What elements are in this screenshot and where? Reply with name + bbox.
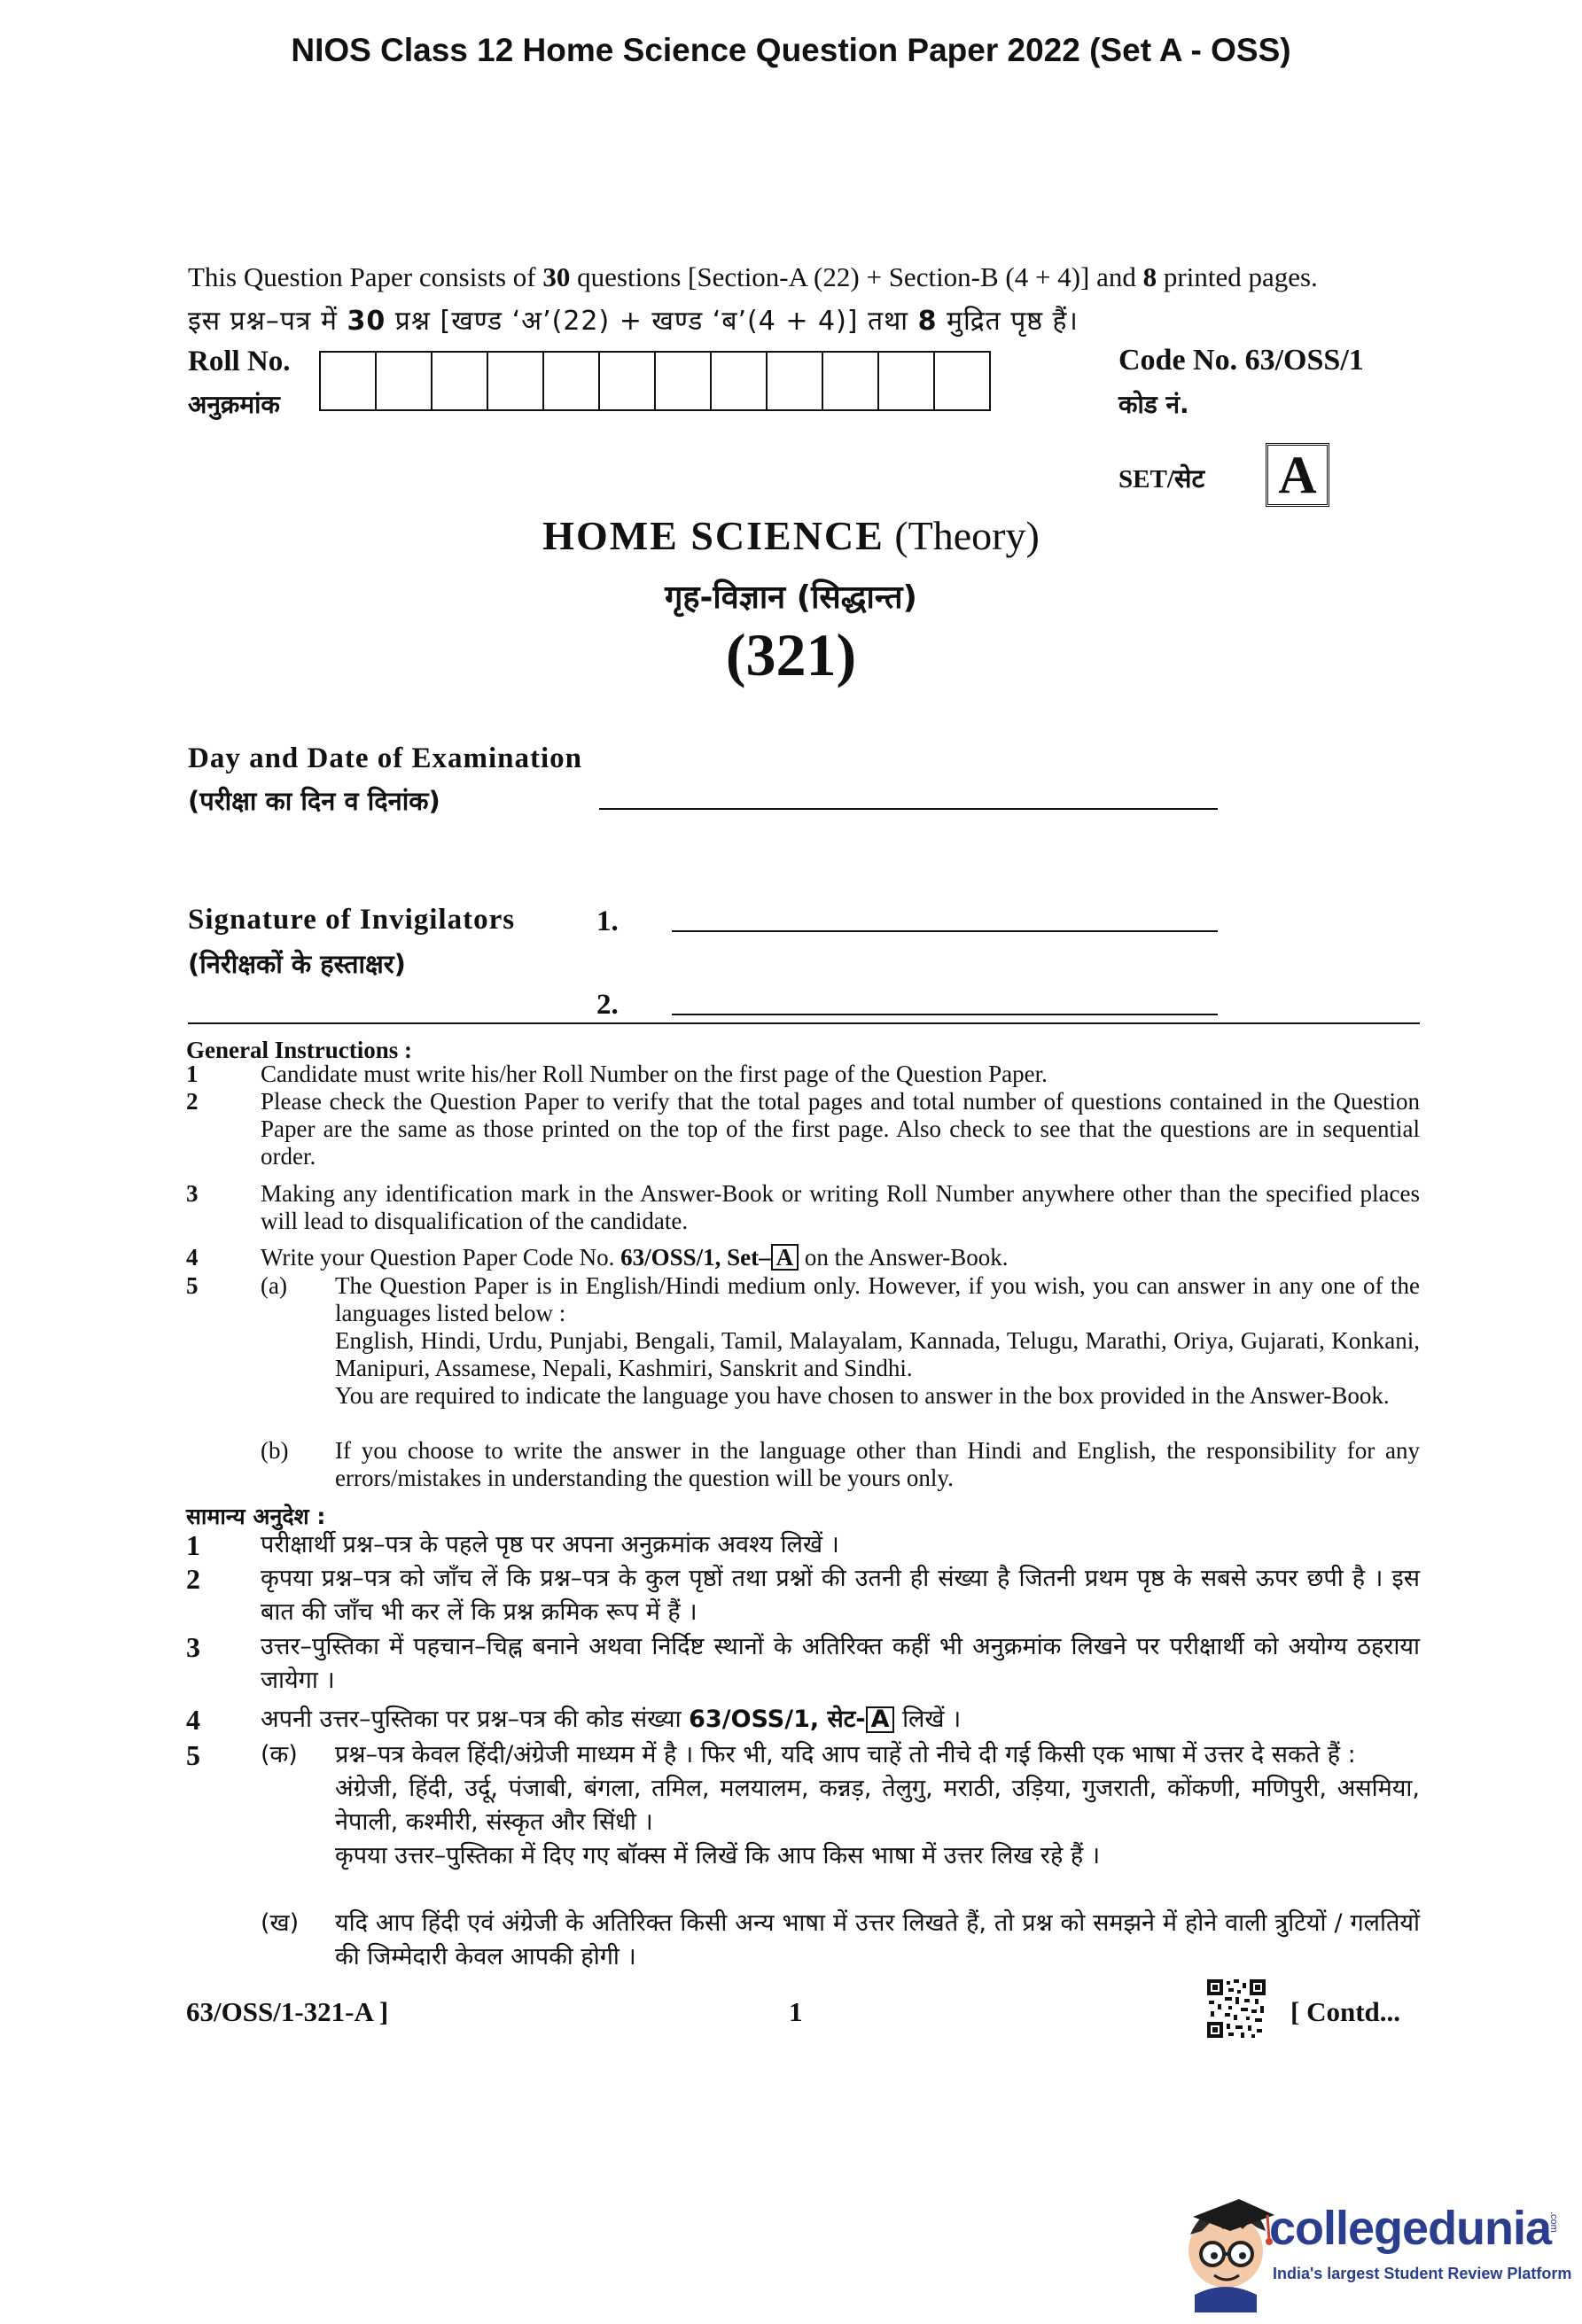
instruction-text: यदि आप हिंदी एवं अंग्रेजी के अतिरिक्त किसी अन्य भाषा में उत्तर लिखते हैं, तो प्रश्न को समझने में होने वाली त्रुटियों / गलतियों की जिम्मेदारी केवल आपकी होगी । — [335, 1909, 1420, 1970]
collegedunia-tagline: India's largest Student Review Platform — [1273, 2265, 1572, 2282]
roll-digit-box[interactable] — [656, 351, 712, 411]
instruction-text: परीक्षार्थी प्रश्न–पत्र के पहले पृष्ठ पर अपना अनुक्रमांक अवश्य लिखें । — [261, 1531, 839, 1558]
instruction-hi-5a — [186, 1738, 1420, 1873]
instruction-hi-4-post: लिखें । — [894, 1706, 962, 1733]
consists-en-pre: This Question Paper consists of — [188, 261, 543, 292]
instruction-text: उत्तर–पुस्तिका में पहचान–चिह्न बनाने अथवा निर्दिष्ट स्थानों के अतिरिक्त कहीं भी अनुक्रमांक लिखने पर परीक्षार्थी को अयोग्य ठहराया जायेगा । — [261, 1633, 1420, 1694]
instruction-number: 4 — [186, 1244, 199, 1271]
instruction-4-code: 63/OSS/1, Set– — [620, 1244, 771, 1271]
instruction-number: 1 — [186, 1061, 199, 1087]
instruction-en-5b — [186, 1437, 1420, 1492]
instruction-hi-3 — [186, 1630, 1420, 1698]
instruction-text: Making any identification mark in the Answer-Book or writing Roll Number anywhere other than the specified places will lead to disqualification of the candidate. — [261, 1180, 1420, 1234]
instruction-languages: अंग्रेजी, हिंदी, उर्दू, पंजाबी, बंगला, तमिल, मलयालम, कन्नड़, तेलुगु, मराठी, उड़िया, गुजराती, कोंकणी, मणिपुरी, असमिया, नेपाली, कश्मीरी, संस्कृत और सिंधी । — [335, 1775, 1420, 1836]
roll-digit-box[interactable] — [488, 351, 544, 411]
instruction-sub-label: (b) — [261, 1437, 289, 1464]
instruction-number: 4 — [186, 1704, 200, 1736]
instruction-sub-label: (ख) — [261, 1909, 300, 1937]
instruction-hi-4-code: 63/OSS/1, सेट- — [689, 1706, 866, 1733]
instruction-number: 2 — [186, 1563, 200, 1595]
instruction-text: कृपया प्रश्न–पत्र को जाँच लें कि प्रश्न–पत्र के कुल पृष्ठों तथा प्रश्नों की उतनी ही संख्या है जितनी प्रथम पृष्ठ के सबसे ऊपर छपी है । इस बात की जाँच भी कर लें कि प्रश्न क्रमिक रूप में हैं । — [261, 1565, 1420, 1626]
roll-number-boxes[interactable] — [319, 351, 991, 411]
instruction-number: 5 — [186, 1739, 200, 1771]
roll-digit-box[interactable] — [544, 351, 600, 411]
footer-page-number: 1 — [789, 1996, 803, 2027]
consists-en-mid: questions [Section-A (22) + Section-B (4 + 4)] and — [570, 261, 1143, 292]
instruction-en-5a — [186, 1272, 1420, 1410]
instruction-text: The Question Paper is in English/Hindi medium only. However, if you wish, you can answer in any one of the languages listed below : — [335, 1272, 1420, 1326]
consists-en-questions: 30 — [542, 261, 571, 292]
consists-hi-questions: 30 — [347, 306, 386, 337]
instruction-4-pre: Write your Question Paper Code No. — [261, 1244, 621, 1271]
roll-digit-box[interactable] — [433, 351, 488, 411]
roll-digit-box[interactable] — [377, 351, 433, 411]
consists-en-post: printed pages. — [1157, 261, 1318, 292]
instruction-hi-4-pre: अपनी उत्तर–पुस्तिका पर प्रश्न–पत्र की कोड संख्या — [261, 1706, 690, 1733]
instruction-en-3 — [186, 1180, 1420, 1235]
signature-2-field[interactable] — [672, 1014, 1218, 1015]
subject-code: (321) — [725, 621, 857, 688]
roll-digit-box[interactable] — [768, 351, 823, 411]
signature-1-number: 1. — [596, 906, 619, 937]
instruction-sub-label: (क) — [261, 1741, 298, 1768]
subject-title-hi: गृह-विज्ञान (सिद्धान्त) — [665, 579, 917, 616]
instruction-hi-4 — [186, 1703, 1420, 1737]
paper-consists-hi — [188, 301, 1420, 338]
consists-hi-pre: इस प्रश्न–पत्र में — [188, 306, 347, 337]
instruction-text: Candidate must write his/her Roll Number on the first page of the Question Paper. — [261, 1061, 1048, 1087]
consists-hi-pages: 8 — [917, 306, 938, 337]
roll-digit-box[interactable] — [321, 351, 377, 411]
signature-2-number: 2. — [596, 989, 619, 1021]
roll-digit-box[interactable] — [823, 351, 879, 411]
instruction-number: 3 — [186, 1180, 199, 1207]
consists-hi-mid: प्रश्न [खण्ड ‘अ’(22) + खण्ड ‘ब’(4 + 4)] तथा — [386, 306, 918, 337]
subject-title — [0, 512, 1582, 559]
code-number-label: Code No. 63/OSS/1 — [1118, 344, 1364, 377]
instruction-4-set-box: A — [771, 1244, 799, 1271]
set-label: SET/सेट — [1118, 465, 1205, 494]
section-divider — [188, 1022, 1420, 1024]
instruction-hi-5b — [186, 1907, 1420, 1974]
roll-digit-box[interactable] — [600, 351, 656, 411]
instruction-number: 2 — [186, 1088, 199, 1115]
exam-date-label: Day and Date of Examination — [188, 742, 583, 774]
paper-consists-en — [188, 261, 1420, 293]
instruction-hi-4-set-box: A — [866, 1706, 895, 1733]
instruction-text — [261, 1244, 1420, 1271]
collegedunia-logo-domain: .com — [1548, 2211, 1559, 2233]
instruction-text: If you choose to write the answer in the language other than Hindi and English, the responsibility for any errors/mistakes in understanding the question will be yours only. — [335, 1437, 1420, 1491]
footer-continued: [ Contd... — [1290, 1996, 1401, 2027]
roll-digit-box[interactable] — [879, 351, 935, 411]
roll-number-label-hi: अनुक्रमांक — [188, 390, 280, 419]
instruction-number: 5 — [186, 1272, 199, 1299]
consists-hi-post: मुद्रित पृष्ठ हैं। — [937, 306, 1079, 337]
qr-code-icon — [1207, 1979, 1266, 2038]
instruction-hi-1 — [186, 1528, 1420, 1562]
exam-date-field[interactable] — [599, 808, 1218, 810]
invigilator-signature-label: Signature of Invigilators — [188, 904, 516, 936]
footer-paper-code: 63/OSS/1-321-A ] — [186, 1996, 389, 2027]
instruction-en-2 — [186, 1088, 1420, 1170]
roll-digit-box[interactable] — [935, 351, 991, 411]
instruction-hi-2 — [186, 1562, 1420, 1629]
page-banner-title: NIOS Class 12 Home Science Question Paper 2022 (Set A - OSS) — [291, 32, 1291, 68]
subject-title-theory: (Theory) — [884, 513, 1040, 558]
instruction-text — [261, 1703, 1420, 1737]
instruction-indicate: कृपया उत्तर–पुस्तिका में दिए गए बॉक्स में लिखें कि आप किस भाषा में उत्तर लिख रहे हैं । — [335, 1842, 1101, 1869]
instruction-text: Please check the Question Paper to verify that the total pages and total number of questions contained in the Question Paper are the same as those printed on the top of the first page. Also check to see that the questions are in sequential order. — [261, 1088, 1420, 1170]
instruction-number: 1 — [186, 1529, 200, 1561]
instruction-4-post: on the Answer-Book. — [799, 1244, 1009, 1271]
invigilator-signature-label-hi: (निरीक्षकों के हस्ताक्षर) — [188, 949, 406, 979]
signature-1-field[interactable] — [672, 930, 1218, 932]
roll-number-label: Roll No. — [188, 346, 291, 377]
instruction-sub-label: (a) — [261, 1272, 287, 1299]
code-number-label-hi: कोड नं. — [1118, 390, 1189, 419]
instruction-indicate: You are required to indicate the language you have chosen to answer in the box provided in the Answer-Book. — [335, 1382, 1390, 1409]
consists-en-pages: 8 — [1142, 261, 1157, 292]
set-value-box: A — [1266, 443, 1329, 507]
exam-date-label-hi: (परीक्षा का दिन व दिनांक) — [188, 786, 440, 816]
roll-digit-box[interactable] — [712, 351, 768, 411]
instruction-text: प्रश्न–पत्र केवल हिंदी/अंग्रेजी माध्यम में है । फिर भी, यदि आप चाहें तो नीचे दी गई किसी एक भाषा में उत्तर दे सकते हैं : — [335, 1741, 1356, 1768]
collegedunia-logo-text: collegedunia — [1269, 2202, 1552, 2255]
instruction-number: 3 — [186, 1631, 200, 1663]
general-instructions-heading-hi: सामान्य अनुदेश : — [186, 1504, 326, 1529]
instruction-en-4 — [186, 1244, 1420, 1271]
instruction-languages: English, Hindi, Urdu, Punjabi, Bengali, Tamil, Malayalam, Kannada, Telugu, Marathi, Oriya, Gujarati, Konkani, Manipuri, Assamese, Nepali, Kashmiri, Sanskrit and Sindhi. — [335, 1327, 1420, 1381]
instruction-en-1 — [186, 1061, 1420, 1088]
general-instructions-heading: General Instructions : — [186, 1037, 412, 1063]
subject-title-bold: HOME SCIENCE — [542, 513, 885, 558]
